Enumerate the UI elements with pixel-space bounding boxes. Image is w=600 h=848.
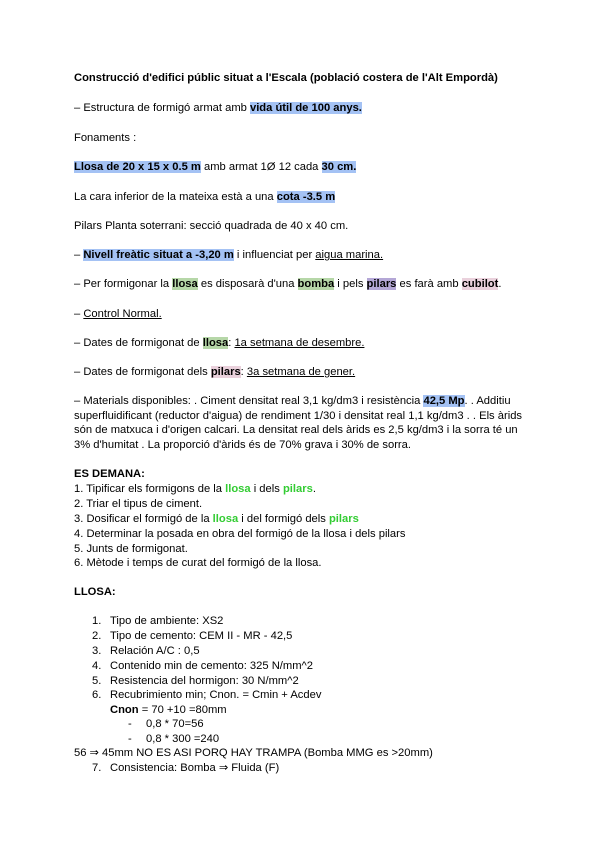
paragraph-formigonar <box>74 277 501 291</box>
text: : <box>228 337 235 349</box>
item-text: Relación A/C : 0,5 <box>110 645 200 657</box>
underlined-date: 1a setmana de desembre. <box>234 337 365 349</box>
text: 3. Dosificar el formigó de la <box>74 513 213 525</box>
item-text: Recubrimiento min; Cnon. = Cmin + Acdev <box>110 689 322 701</box>
item-number: 4. <box>92 660 102 672</box>
highlight-bomba: bomba <box>297 278 335 290</box>
dash-bullet: - <box>128 733 132 745</box>
note-trampa: 56 ⇒ 45mm NO ES ASI PORQ HAY TRAMPA (Bomba MMG es >20mm) <box>74 747 433 759</box>
text: : <box>240 366 247 378</box>
text: amb armat 1Ø 12 cada <box>200 161 322 173</box>
paragraph-nivell-freatic <box>74 248 383 262</box>
paragraph-vida-util <box>74 101 362 115</box>
item-text: Consistencia: Bomba ⇒ Fluida (F) <box>110 762 280 774</box>
underlined-control-normal: Control Normal. <box>83 308 162 320</box>
sub-item <box>128 717 132 731</box>
list-item: 5. Junts de formigonat. <box>74 543 188 555</box>
llosa-item <box>92 761 279 775</box>
text: = 70 +10 =80mm <box>138 704 227 716</box>
text: – <box>74 308 84 320</box>
paragraph-llosa-dimensions <box>74 160 356 174</box>
green-pilars: pilars <box>282 483 313 495</box>
item-text: Contenido min de cemento: 325 N/mm^2 <box>110 660 313 672</box>
llosa-item <box>92 614 223 628</box>
text: es farà amb <box>396 278 462 290</box>
text: – Dates de formigonat dels <box>74 366 211 378</box>
text: 1. Tipificar els formigons de la <box>74 483 226 495</box>
text: es disposarà d'una <box>197 278 298 290</box>
text: i dels <box>250 483 283 495</box>
item-number: 1. <box>92 615 102 627</box>
green-llosa: llosa <box>212 513 239 525</box>
highlight-cota: cota -3.5 m <box>276 191 336 203</box>
green-pilars: pilars <box>328 513 359 525</box>
green-llosa: llosa <box>225 483 251 495</box>
highlight-nivell-freatic: Nivell freàtic situat a -3,20 m <box>83 249 234 261</box>
paragraph-pilars: Pilars Planta soterrani: secció quadrada de 40 x 40 cm. <box>74 220 349 232</box>
highlight-resistencia: 42,5 Mp <box>423 395 465 407</box>
highlight-llosa: llosa <box>202 337 229 349</box>
text: – <box>74 249 84 261</box>
list-item <box>74 482 316 496</box>
llosa-item <box>92 659 313 673</box>
item-text: Tipo de ambiente: XS2 <box>110 615 224 627</box>
cnon-formula <box>110 703 227 717</box>
text: . <box>312 483 316 495</box>
text: – Estructura de formigó armat amb <box>74 102 250 114</box>
list-item: 6. Mètode i temps de curat del formigó de la llosa. <box>74 557 322 569</box>
text: – Materials disponibles: . Ciment densitat real 3,1 kg/dm3 i resistència <box>74 395 424 407</box>
llosa-item <box>92 674 299 688</box>
item-text: Resistencia del hormigon: 30 N/mm^2 <box>110 675 299 687</box>
list-item: 4. Determinar la posada en obra del formigó de la llosa i dels pilars <box>74 528 406 540</box>
llosa-item <box>92 644 200 658</box>
highlight-cubilot: cubilot <box>461 278 499 290</box>
item-number: 5. <box>92 675 102 687</box>
text: . <box>498 278 502 290</box>
highlight-llosa-dimensions: Llosa de 20 x 15 x 0.5 m <box>74 161 201 173</box>
highlight-vida-util: vida útil de 100 anys. <box>249 102 362 114</box>
highlight-armat-spacing: 30 cm. <box>321 161 357 173</box>
paragraph-control <box>74 307 162 321</box>
item-number: 6. <box>92 689 102 701</box>
text: La cara inferior de la mateixa està a una <box>74 191 277 203</box>
sub-item-text: 0,8 * 300 =240 <box>146 733 220 745</box>
paragraph-dates-llosa <box>74 336 364 350</box>
llosa-heading: LLOSA: <box>74 586 116 598</box>
item-number: 2. <box>92 630 102 642</box>
item-number: 7. <box>92 762 102 774</box>
sub-item-text: 0,8 * 70=56 <box>146 718 204 730</box>
text: i del formigó dels <box>238 513 329 525</box>
underlined-date: 3a setmana de gener. <box>246 366 356 378</box>
es-demana-heading: ES DEMANA: <box>74 468 145 480</box>
paragraph-cota <box>74 190 335 204</box>
item-number: 3. <box>92 645 102 657</box>
item-text: Tipo de cemento: CEM II - MR - 42,5 <box>110 630 293 642</box>
text: i pels <box>334 278 367 290</box>
document-title: Construcció d'edifici públic situat a l'Escala (població costera de l'Alt Empordà) <box>74 72 498 84</box>
text: i influenciat per <box>233 249 316 261</box>
text: . . Additiu superfluidificant (reductor d'aigua) de rendiment 1/30 i densitat real 1,1 kg/dm3 . . Els àrids són de matxuca i d'origen calcari. La densitat real dels àrids es 2,5 kg/dm3 i la sorra té un 3% d'humitat . La proporció d'àrids és de 70% grava i 30% de sorra. <box>74 395 523 451</box>
highlight-pilars: pilars <box>210 366 241 378</box>
llosa-item <box>92 688 321 702</box>
highlight-llosa: llosa <box>172 278 198 290</box>
sub-item <box>128 732 132 746</box>
dash-bullet: - <box>128 718 132 730</box>
fonaments-label: Fonaments : <box>74 132 137 144</box>
text: – Dates de formigonat de <box>74 337 203 349</box>
paragraph-dates-pilars <box>74 365 355 379</box>
underlined-aigua-marina: aigua marina. <box>315 249 384 261</box>
list-item <box>74 512 359 526</box>
llosa-item <box>92 629 292 643</box>
cnon-label: Cnon <box>110 704 139 716</box>
paragraph-materials <box>74 394 534 452</box>
list-item: 2. Triar el tipus de ciment. <box>74 498 203 510</box>
text: – Per formigonar la <box>74 278 173 290</box>
highlight-pilars: pilars <box>366 278 397 290</box>
